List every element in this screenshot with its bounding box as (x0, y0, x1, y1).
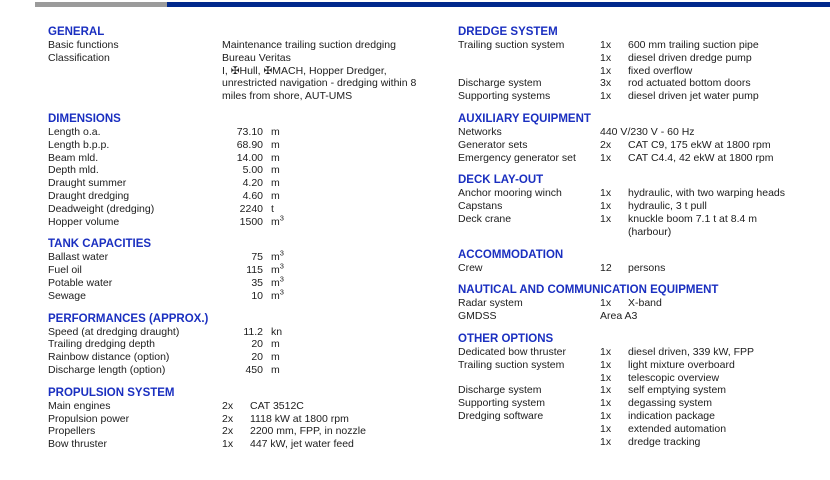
spec-label: Main engines (48, 399, 111, 412)
spec-row (48, 213, 458, 229)
spec-label: Draught summer (48, 177, 127, 190)
spec-section (48, 238, 458, 302)
spec-unit: $m^3$ (271, 287, 284, 302)
spec-value: persons (628, 261, 666, 274)
spec-unit: $m^3$ (271, 248, 284, 264)
spec-value: indication package (628, 409, 715, 422)
spec-label: Rainbow distance (option) (48, 351, 170, 364)
spec-qty: 2x (222, 425, 234, 438)
spec-label: Propellers (48, 425, 96, 438)
spec-qty: 1x (600, 200, 612, 213)
spec-row (48, 190, 458, 203)
spec-qty: 2x (222, 399, 234, 412)
spec-number: 11.2 (243, 325, 263, 338)
spec-label: Capstans (458, 200, 503, 213)
spec-section (458, 174, 830, 238)
spec-section (458, 113, 830, 164)
spec-qty: 1x (600, 397, 612, 410)
spec-section (458, 26, 830, 103)
spec-number: 35 (251, 276, 263, 289)
spec-row (458, 346, 830, 359)
right-column (458, 26, 830, 451)
spec-value: 447 kW, jet water feed (250, 438, 354, 451)
section-title: GENERAL (48, 26, 105, 38)
spec-value: telescopic overview (628, 371, 720, 384)
spec-row (48, 39, 458, 52)
spec-row (458, 226, 830, 239)
spec-qty: 1x (600, 90, 612, 103)
spec-unit: $m^3$ (271, 274, 284, 289)
spec-row (458, 152, 830, 165)
spec-row (458, 372, 830, 385)
spec-row (48, 364, 458, 377)
spec-label: Radar system (458, 297, 523, 310)
spec-row (458, 90, 830, 103)
spec-value: CAT C4.4, 42 ekW at 1800 rpm (628, 151, 774, 164)
spec-qty: 1x (600, 39, 612, 51)
spec-label: Discharge system (458, 77, 542, 90)
spec-label: Beam mld. (48, 151, 99, 164)
spec-value-line: I, ✠Hull, ✠MACH, Hopper Dredger, (222, 64, 387, 77)
spec-qty: 1x (600, 384, 612, 397)
spec-row (48, 413, 458, 426)
spec-value-line: miles from shore, AUT-UMS (222, 90, 353, 103)
spec-section (458, 333, 830, 448)
spec-row (48, 203, 458, 216)
spec-section (48, 26, 458, 103)
spec-qty: 1x (600, 187, 612, 200)
spec-row (458, 310, 830, 323)
spec-row (458, 65, 830, 78)
top-bar-blue-segment (167, 2, 830, 7)
spec-row (48, 274, 458, 290)
spec-unit: m (271, 138, 280, 151)
spec-label: Draught dredging (48, 189, 130, 202)
spec-label: Trailing dredging depth (48, 338, 156, 351)
spec-row (458, 52, 830, 65)
spec-value: fixed overflow (628, 64, 693, 77)
spec-number: 20 (251, 338, 263, 351)
spec-section (48, 113, 458, 228)
spec-qty: 1x (600, 345, 612, 358)
spec-unit: t (271, 202, 274, 215)
spec-qty: 1x (600, 297, 612, 310)
spec-number: 10 (251, 289, 263, 302)
spec-qty: 2x (222, 412, 234, 425)
spec-number: 68.90 (236, 138, 263, 151)
spec-row (458, 384, 830, 397)
spec-qty: 1x (600, 422, 612, 435)
spec-row (458, 77, 830, 90)
left-column (48, 26, 458, 451)
spec-row (48, 52, 458, 103)
section-title: OTHER OPTIONS (458, 332, 554, 345)
spec-label: Generator sets (458, 138, 528, 151)
spec-qty: 3x (600, 77, 612, 90)
spec-row (48, 152, 458, 165)
spec-unit: m (271, 164, 280, 177)
spec-label: Deadweight (dredging) (48, 202, 155, 215)
spec-value: 1118 kW at 1800 rpm (250, 412, 349, 425)
spec-row (458, 436, 830, 449)
spec-value: diesel driven jet water pump (628, 90, 759, 103)
spec-value: knuckle boom 7.1 t at 8.4 m (628, 212, 757, 225)
spec-value: 600 mm trailing suction pipe (628, 39, 759, 51)
spec-number: 1500 (239, 215, 263, 228)
spec-qty: 1x (600, 151, 612, 164)
spec-row (458, 39, 830, 52)
spec-number: 14.00 (236, 151, 263, 164)
spec-value: CAT C9, 175 ekW at 1800 rpm (628, 138, 771, 151)
spec-number: 4.60 (242, 189, 263, 202)
spec-label: Trailing suction system (458, 39, 565, 51)
spec-label: Discharge system (458, 384, 542, 397)
spec-label: Deck crane (458, 212, 512, 225)
section-title: TANK CAPACITIES (48, 238, 152, 251)
spec-unit: kn (271, 325, 283, 338)
spec-value: light mixture overboard (628, 358, 735, 371)
spec-number: 75 (251, 251, 263, 264)
spec-row (48, 177, 458, 190)
spec-row (48, 326, 458, 339)
spec-label: Supporting systems (458, 90, 551, 103)
spec-label: Hopper volume (48, 215, 120, 228)
spec-label: Sewage (48, 289, 86, 302)
spec-value: diesel driven dredge pump (628, 51, 752, 64)
spec-row (48, 126, 458, 139)
spec-label: Classification (48, 51, 110, 64)
spec-row (48, 164, 458, 177)
spec-row (458, 397, 830, 410)
spec-row (48, 287, 458, 303)
spec-unit: m (271, 125, 280, 138)
spec-label: Fuel oil (48, 264, 82, 277)
spec-row (458, 423, 830, 436)
spec-section (458, 249, 830, 275)
section-title: PROPULSION SYSTEM (48, 386, 175, 399)
spec-qty: 1x (600, 435, 612, 448)
section-title: NAUTICAL AND COMMUNICATION EQUIPMENT (458, 284, 719, 297)
spec-qty: 1x (600, 212, 612, 225)
section-title: DECK LAY-OUT (458, 174, 544, 187)
spec-label: Potable water (48, 276, 113, 289)
spec-row (48, 338, 458, 351)
spec-unit: $m^3$ (271, 261, 284, 277)
spec-qty: 1x (222, 438, 234, 451)
spec-value: hydraulic, 3 t pull (628, 200, 707, 213)
spec-value-line: Bureau Veritas (222, 51, 291, 64)
spec-unit: m (271, 351, 280, 364)
spec-value-multiline (222, 52, 458, 103)
spec-label: Trailing suction system (458, 358, 565, 371)
spec-label: Depth mld. (48, 164, 99, 177)
spec-value: hydraulic, with two warping heads (628, 187, 785, 200)
spec-row (458, 359, 830, 372)
spec-row (48, 351, 458, 364)
spec-number: 73.10 (236, 125, 263, 138)
spec-row (458, 187, 830, 200)
spec-value: self emptying system (628, 384, 727, 397)
spec-row (458, 262, 830, 275)
spec-value: dredge tracking (628, 435, 701, 448)
spec-value: degassing system (628, 397, 713, 410)
spec-qty: 12 (600, 261, 612, 274)
spec-label: Emergency generator set (458, 151, 576, 164)
spec-section (48, 313, 458, 377)
spec-value: (harbour) (628, 225, 672, 238)
spec-row (48, 425, 458, 438)
spec-label: Networks (458, 125, 502, 138)
top-bar (0, 2, 830, 7)
spec-value: diesel driven, 339 kW, FPP (628, 345, 755, 358)
spec-unit: m (271, 338, 280, 351)
spec-value-line: unrestricted navigation - dredging within 8 (222, 77, 417, 90)
spec-qty: 1x (600, 358, 612, 371)
spec-number: 5.00 (242, 164, 263, 177)
spec-label: Anchor mooring winch (458, 187, 562, 200)
spec-number: 450 (245, 363, 263, 376)
section-title: ACCOMMODATION (458, 248, 564, 261)
spec-row (48, 248, 458, 264)
spec-unit: $m^3$ (271, 213, 284, 228)
spec-row (458, 297, 830, 310)
spec-value: CAT 3512C (250, 399, 304, 412)
spec-row (48, 139, 458, 152)
spec-row (48, 400, 458, 413)
spec-qty: 1x (600, 371, 612, 384)
spec-value: rod actuated bottom doors (628, 77, 751, 90)
spec-qty: 1x (600, 51, 612, 64)
top-bar-gray-segment (35, 2, 167, 7)
spec-unit: m (271, 177, 280, 190)
spec-label: Propulsion power (48, 412, 130, 425)
spec-row (48, 438, 458, 451)
spec-unit: m (271, 189, 280, 202)
spec-number: 2240 (239, 202, 263, 215)
spec-label: Basic functions (48, 39, 119, 51)
spec-unit: m (271, 363, 280, 376)
spec-row (458, 139, 830, 152)
spec-value: Maintenance trailing suction dredging (222, 39, 396, 51)
spec-label: Supporting system (458, 397, 545, 410)
spec-label: Bow thruster (48, 438, 107, 451)
spec-qty: 1x (600, 409, 612, 422)
spec-row (458, 200, 830, 213)
spec-value: 2200 mm, FPP, in nozzle (250, 425, 366, 438)
spec-qty: 2x (600, 138, 612, 151)
section-title: AUXILIARY EQUIPMENT (458, 112, 591, 125)
spec-label: Crew (458, 261, 483, 274)
spec-label: Speed (at dredging draught) (48, 325, 180, 338)
section-title: DREDGE SYSTEM (458, 26, 558, 38)
spec-label: Dedicated bow thruster (458, 345, 566, 358)
spec-number: 4.20 (242, 177, 263, 190)
spec-value: Area A3 (600, 310, 638, 323)
spec-value: extended automation (628, 422, 727, 435)
spec-label: GMDSS (458, 310, 497, 323)
spec-unit: m (271, 151, 280, 164)
spec-row (458, 410, 830, 423)
section-title: PERFORMANCES (APPROX.) (48, 312, 209, 325)
spec-row (458, 126, 830, 139)
spec-label: Length b.p.p. (48, 138, 110, 151)
spec-section (458, 284, 830, 323)
spec-value: 440 V/230 V - 60 Hz (600, 125, 695, 138)
spec-row (48, 261, 458, 277)
spec-label: Length o.a. (48, 125, 101, 138)
spec-row (458, 213, 830, 226)
spec-number: 115 (246, 264, 263, 277)
spec-label: Discharge length (option) (48, 363, 166, 376)
spec-value: X-band (628, 297, 662, 310)
spec-section (48, 387, 458, 451)
spec-label: Dredging software (458, 409, 544, 422)
spec-qty: 1x (600, 64, 612, 77)
spec-label: Ballast water (48, 251, 109, 264)
spec-number: 20 (251, 351, 263, 364)
section-title: DIMENSIONS (48, 112, 121, 125)
